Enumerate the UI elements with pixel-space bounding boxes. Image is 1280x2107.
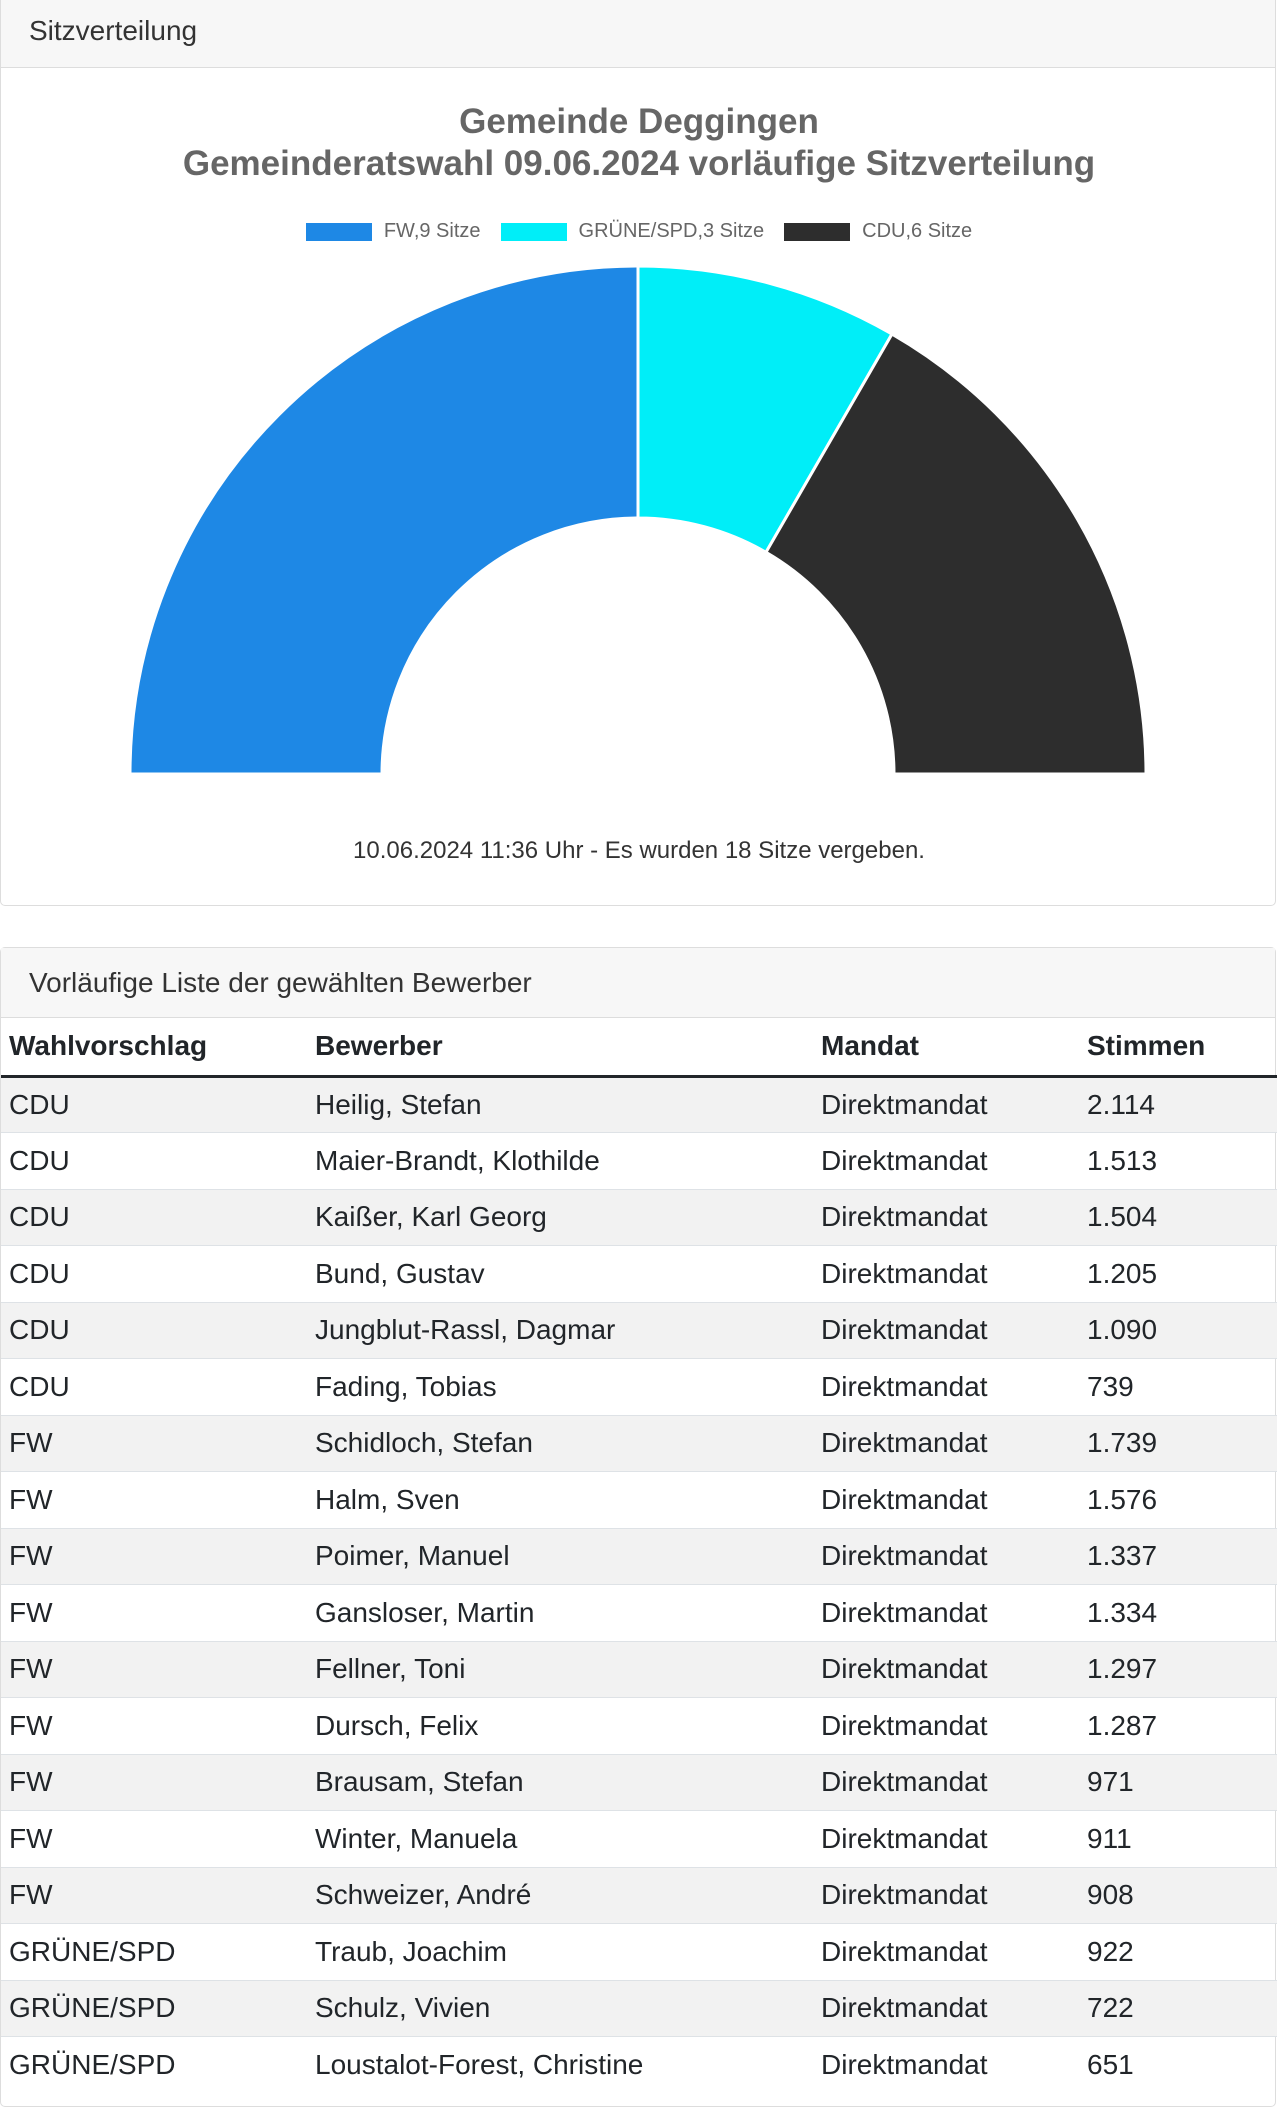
elected-candidates-card	[0, 947, 1276, 2107]
cell-mandat: Direktmandat	[813, 1189, 1079, 1246]
legend-item[interactable]	[784, 220, 972, 243]
cell-wahlvorschlag: FW	[1, 1472, 307, 1529]
cell-stimmen: 922	[1079, 1924, 1277, 1981]
column-header-stimmen: Stimmen	[1079, 1018, 1277, 1076]
cell-mandat: Direktmandat	[813, 1246, 1079, 1303]
table-row	[1, 1585, 1277, 1642]
cell-stimmen: 911	[1079, 1811, 1277, 1868]
cell-wahlvorschlag: CDU	[1, 1302, 307, 1359]
legend-swatch	[306, 223, 372, 241]
table-row	[1, 1754, 1277, 1811]
cell-wahlvorschlag: CDU	[1, 1076, 307, 1133]
cell-stimmen: 2.114	[1079, 1076, 1277, 1133]
cell-wahlvorschlag: CDU	[1, 1189, 307, 1246]
cell-stimmen: 908	[1079, 1867, 1277, 1924]
cell-mandat: Direktmandat	[813, 2037, 1079, 2094]
cell-wahlvorschlag: FW	[1, 1867, 307, 1924]
cell-stimmen: 739	[1079, 1359, 1277, 1416]
cell-mandat: Direktmandat	[813, 1698, 1079, 1755]
table-row	[1, 1415, 1277, 1472]
table-row	[1, 1133, 1277, 1190]
chart-legend	[1, 220, 1277, 243]
cell-mandat: Direktmandat	[813, 1472, 1079, 1529]
legend-label: FW,9 Sitze	[383, 220, 481, 242]
cell-mandat: Direktmandat	[813, 1980, 1079, 2037]
cell-bewerber: Heilig, Stefan	[307, 1076, 813, 1133]
cell-bewerber: Fading, Tobias	[307, 1359, 813, 1416]
cell-bewerber: Schidloch, Stefan	[307, 1415, 813, 1472]
cell-wahlvorschlag: FW	[1, 1415, 307, 1472]
cell-wahlvorschlag: FW	[1, 1754, 307, 1811]
table-row	[1, 1359, 1277, 1416]
seat-distribution-card	[0, 0, 1276, 906]
table-row	[1, 1076, 1277, 1133]
cell-stimmen: 1.513	[1079, 1133, 1277, 1190]
cell-bewerber: Traub, Joachim	[307, 1924, 813, 1981]
cell-stimmen: 1.334	[1079, 1585, 1277, 1642]
legend-item[interactable]	[501, 220, 765, 243]
table-row	[1, 2037, 1277, 2094]
table-row	[1, 1641, 1277, 1698]
cell-wahlvorschlag: FW	[1, 1528, 307, 1585]
chart-title-line-2: Gemeinderatswahl 09.06.2024 vorläufige Sitzverteilung	[182, 144, 1096, 183]
cell-mandat: Direktmandat	[813, 1528, 1079, 1585]
table-row	[1, 1302, 1277, 1359]
cell-bewerber: Gansloser, Martin	[307, 1585, 813, 1642]
cell-wahlvorschlag: CDU	[1, 1133, 307, 1190]
cell-wahlvorschlag: FW	[1, 1585, 307, 1642]
cell-stimmen: 651	[1079, 2037, 1277, 2094]
table-row	[1, 1867, 1277, 1924]
cell-stimmen: 1.739	[1079, 1415, 1277, 1472]
cell-wahlvorschlag: FW	[1, 1698, 307, 1755]
cell-bewerber: Dursch, Felix	[307, 1698, 813, 1755]
cell-bewerber: Maier-Brandt, Klothilde	[307, 1133, 813, 1190]
cell-mandat: Direktmandat	[813, 1302, 1079, 1359]
cell-stimmen: 971	[1079, 1754, 1277, 1811]
cell-mandat: Direktmandat	[813, 1585, 1079, 1642]
cell-wahlvorschlag: GRÜNE/SPD	[1, 1924, 307, 1981]
legend-swatch	[501, 223, 567, 241]
table-row	[1, 1528, 1277, 1585]
cell-stimmen: 1.297	[1079, 1641, 1277, 1698]
cell-stimmen: 1.337	[1079, 1528, 1277, 1585]
chart-segment-fw[interactable]	[130, 266, 638, 774]
cell-wahlvorschlag: GRÜNE/SPD	[1, 1980, 307, 2037]
cell-mandat: Direktmandat	[813, 1811, 1079, 1868]
cell-stimmen: 1.287	[1079, 1698, 1277, 1755]
cell-wahlvorschlag: CDU	[1, 1359, 307, 1416]
cell-stimmen: 1.205	[1079, 1246, 1277, 1303]
seat-footnote: 10.06.2024 11:36 Uhr - Es wurden 18 Sitze vergeben.	[353, 837, 925, 864]
table-row	[1, 1980, 1277, 2037]
cell-stimmen: 1.090	[1079, 1302, 1277, 1359]
cell-mandat: Direktmandat	[813, 1867, 1079, 1924]
cell-mandat: Direktmandat	[813, 1754, 1079, 1811]
cell-wahlvorschlag: FW	[1, 1811, 307, 1868]
cell-bewerber: Brausam, Stefan	[307, 1754, 813, 1811]
elected-candidates-header: Vorläufige Liste der gewählten Bewerber	[1, 948, 1275, 1018]
table-row	[1, 1472, 1277, 1529]
cell-stimmen: 1.504	[1079, 1189, 1277, 1246]
cell-mandat: Direktmandat	[813, 1076, 1079, 1133]
chart-title-line-1: Gemeinde Deggingen	[459, 102, 819, 141]
cell-bewerber: Schulz, Vivien	[307, 1980, 813, 2037]
table-row	[1, 1246, 1277, 1303]
table-header-row	[1, 1018, 1277, 1076]
cell-stimmen: 1.576	[1079, 1472, 1277, 1529]
seat-distribution-header: Sitzverteilung	[1, 0, 1275, 68]
cell-bewerber: Halm, Sven	[307, 1472, 813, 1529]
cell-wahlvorschlag: FW	[1, 1641, 307, 1698]
table-row	[1, 1924, 1277, 1981]
cell-bewerber: Kaißer, Karl Georg	[307, 1189, 813, 1246]
cell-mandat: Direktmandat	[813, 1359, 1079, 1416]
cell-bewerber: Winter, Manuela	[307, 1811, 813, 1868]
cell-mandat: Direktmandat	[813, 1641, 1079, 1698]
cell-wahlvorschlag: CDU	[1, 1246, 307, 1303]
cell-mandat: Direktmandat	[813, 1924, 1079, 1981]
legend-swatch	[784, 223, 850, 241]
table-row	[1, 1189, 1277, 1246]
cell-bewerber: Poimer, Manuel	[307, 1528, 813, 1585]
legend-item[interactable]	[306, 220, 481, 243]
cell-mandat: Direktmandat	[813, 1133, 1079, 1190]
table-row	[1, 1811, 1277, 1868]
column-header-wahlvorschlag: Wahlvorschlag	[1, 1018, 307, 1076]
cell-mandat: Direktmandat	[813, 1415, 1079, 1472]
cell-bewerber: Schweizer, André	[307, 1867, 813, 1924]
cell-bewerber: Jungblut-Rassl, Dagmar	[307, 1302, 813, 1359]
cell-bewerber: Loustalot-Forest, Christine	[307, 2037, 813, 2094]
cell-wahlvorschlag: GRÜNE/SPD	[1, 2037, 307, 2094]
candidates-table	[1, 1018, 1277, 2093]
cell-stimmen: 722	[1079, 1980, 1277, 2037]
cell-bewerber: Fellner, Toni	[307, 1641, 813, 1698]
column-header-bewerber: Bewerber	[307, 1018, 813, 1076]
column-header-mandat: Mandat	[813, 1018, 1079, 1076]
legend-label: GRÜNE/SPD,3 Sitze	[578, 220, 765, 242]
cell-bewerber: Bund, Gustav	[307, 1246, 813, 1303]
legend-label: CDU,6 Sitze	[862, 220, 973, 242]
table-row	[1, 1698, 1277, 1755]
